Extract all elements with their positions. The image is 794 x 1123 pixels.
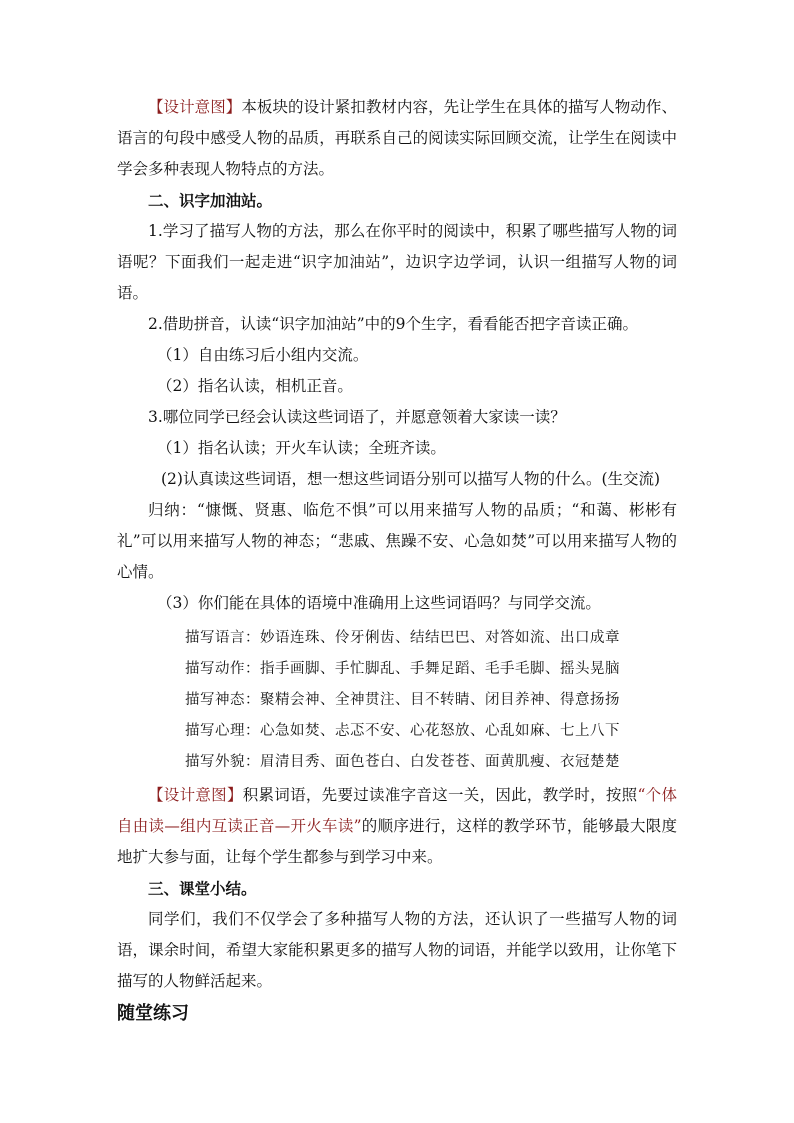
closing-paragraph: 同学们，我们不仅学会了多种描写人物的方法，还认识了一些描写人物的词语，课余时间，希望大家能积累更多的描写人物的词语，并能学以致用，让你笔下描写的人物鲜活起来。 [117, 910, 677, 990]
design-intent-text-b: 的顺序进行，这样的教学环节，能够最大限度地扩大参与面，让每个学生都参与到学习中来。 [117, 817, 677, 866]
word-group-row [185, 716, 677, 747]
step-3-2: (2)认真读这些词语，想一想这些词语分别可以描写人物的什么。(生交流) [161, 470, 661, 488]
step-2-1: （1）自由练习后小组内交流。 [157, 346, 369, 364]
word-group-category: 描写神态： [185, 692, 260, 708]
word-group-row [185, 685, 677, 716]
design-intent-text: 本板块的设计紧扣教材内容，先让学生在具体的描写人物动作、语言的句段中感受人物的品质，再联系自己的阅读实际回顾交流，让学生在阅读中学会多种表现人物特点的方法。 [117, 98, 677, 178]
step-2: 2.借助拼音，认读“识字加油站”中的9个生字，看看能否把字音读正确。 [148, 315, 639, 333]
section-heading-3: 三、课堂小结。 [148, 879, 257, 898]
design-intent-paragraph-2 [117, 780, 677, 873]
word-group-words: 心急如焚、忐忑不安、心花怒放、心乱如麻、七上八下 [260, 723, 620, 739]
design-intent-label: 【设计意图】 [148, 786, 243, 804]
design-intent-quote: “个体自由读—组内互读正音—开火车读” [117, 786, 677, 835]
word-group-words: 指手画脚、手忙脚乱、手舞足蹈、毛手毛脚、摇头晃脑 [260, 661, 620, 677]
word-group-category: 描写语言： [185, 630, 260, 646]
word-group-words: 聚精会神、全神贯注、目不转睛、闭目养神、得意扬扬 [260, 692, 620, 708]
step-3-1: （1）指名认读；开火车认读；全班齐读。 [157, 439, 446, 457]
lesson-content [117, 92, 677, 997]
word-group-category: 描写动作： [185, 661, 260, 677]
word-group-category: 描写心理： [185, 723, 260, 739]
step-2-2: （2）指名认读，相机正音。 [157, 377, 353, 395]
word-group-row [185, 623, 677, 654]
word-group-table [117, 623, 677, 778]
word-group-row [185, 654, 677, 685]
section-heading-2: 二、识字加油站。 [148, 191, 273, 210]
word-group-category: 描写外貌： [185, 754, 260, 770]
word-group-words: 眉清目秀、面色苍白、白发苍苍、面黄肌瘦、衣冠楚楚 [260, 754, 620, 770]
design-intent-label: 【设计意图】 [148, 98, 242, 116]
word-group-row [185, 747, 677, 778]
step-3: 3.哪位同学已经会认读这些词语了，并愿意领着大家读一读？ [148, 408, 566, 426]
step-3-3: （3）你们能在具体的语境中准确用上这些词语吗？与同学交流。 [157, 594, 601, 612]
summary-paragraph: 归纳：“慷慨、贤惠、临危不惧”可以用来描写人物的品质；“和蔼、彬彬有礼”可以用来描写人物的神态；“悲戚、焦躁不安、心急如焚”可以用来描写人物的心情。 [117, 501, 677, 581]
word-group-words: 妙语连珠、伶牙俐齿、结结巴巴、对答如流、出口成章 [260, 630, 620, 646]
design-intent-text-a: 积累词语，先要过读准字音这一关，因此，教学时，按照 [242, 786, 638, 804]
practice-section-title: 随堂练习 [117, 1003, 189, 1024]
design-intent-paragraph-1 [117, 92, 677, 185]
step-1: 1.学习了描写人物的方法，那么在你平时的阅读中，积累了哪些描写人物的词语呢？下面我们一起走进“识字加油站”，边识字边学词，认识一组描写人物的词语。 [117, 222, 677, 302]
